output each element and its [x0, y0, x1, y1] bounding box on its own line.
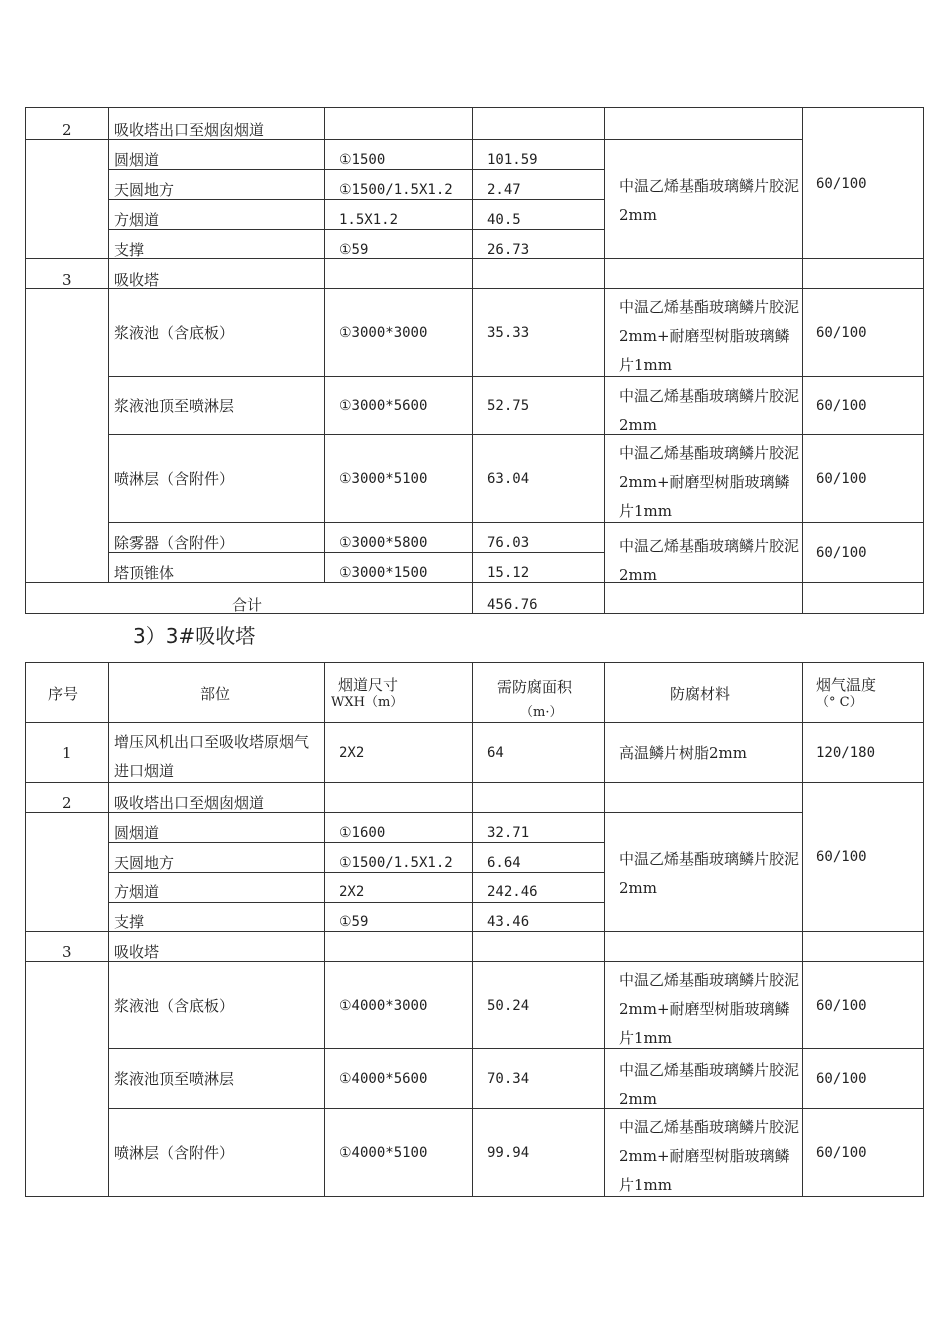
t1-total-value: 456.76: [487, 597, 538, 613]
t2-g3-r0-temp: 60/100: [816, 998, 867, 1014]
t1-g2-r3-size: ①59: [339, 242, 369, 258]
t1-g3-part: 吸收塔: [114, 271, 160, 289]
t2-header-temp-unit: （° C）: [816, 695, 863, 710]
section-heading: 3）3#吸收塔: [133, 624, 256, 648]
t1-g2-temp: 60/100: [816, 176, 867, 192]
t1-g2-r1-area: 2.47: [487, 182, 521, 198]
t1-g2-r0-size: ①1500: [339, 152, 386, 168]
t2-g2-r3-area: 43.46: [487, 914, 530, 930]
t1-g3-r0-area: 35.33: [487, 325, 530, 341]
t1-g2-r0-part: 圆烟道: [114, 151, 160, 169]
t2-r1-size: 2X2: [339, 745, 365, 761]
t1-g2-r2-area: 40.5: [487, 212, 521, 228]
t1-total-label: 合计: [232, 596, 263, 614]
t2-g2-part: 吸收塔出口至烟囱烟道: [114, 794, 265, 812]
t2-g2-r1-area: 6.64: [487, 855, 521, 871]
t2-g3-r1-material: 中温乙烯基酯玻璃鳞片胶泥2mm: [619, 1061, 800, 1108]
t1-g3-r1-temp: 60/100: [816, 398, 867, 414]
t1-g3-r2-area: 63.04: [487, 471, 530, 487]
t2-r1-part: 增压风机出口至吸收塔原烟气进口烟道: [114, 733, 310, 780]
t2-r1-material: 高温鳞片树脂2mm: [619, 744, 747, 762]
t2-header-area-unit: （m·）: [520, 705, 563, 720]
t1-g3-r4-size: ①3000*1500: [339, 565, 428, 581]
t1-g3-r1-area: 52.75: [487, 398, 530, 414]
t1-g3-r3-part: 除雾器（含附件）: [114, 534, 235, 552]
t2-g2-r2-size: 2X2: [339, 884, 365, 900]
t1-g2-r3-area: 26.73: [487, 242, 530, 258]
t1-g3-r4-part: 塔顶锥体: [114, 564, 175, 582]
t2-g3-no: 3: [62, 943, 72, 961]
t1-g3-r3-size: ①3000*5800: [339, 535, 428, 551]
t2-g3-r1-size: ①4000*5600: [339, 1071, 428, 1087]
t2-header-no: 序号: [48, 685, 79, 703]
t2-g3-r0-area: 50.24: [487, 998, 530, 1014]
t1-g3-r0-temp: 60/100: [816, 325, 867, 341]
t1-g2-r1-part: 天圆地方: [114, 181, 175, 199]
t1-g3-r2-temp: 60/100: [816, 471, 867, 487]
t2-g3-part: 吸收塔: [114, 943, 160, 961]
t1-g3-last-material: 中温乙烯基酯玻璃鳞片胶泥2mm: [619, 537, 800, 584]
t1-g2-no: 2: [62, 121, 72, 139]
t1-g3-r1-material: 中温乙烯基酯玻璃鳞片胶泥2mm: [619, 387, 800, 434]
t2-g2-r0-size: ①1600: [339, 825, 386, 841]
t2-g3-r2-area: 99.94: [487, 1145, 530, 1161]
t2-r1-area: 64: [487, 745, 504, 761]
t1-g3-r0-size: ①3000*3000: [339, 325, 428, 341]
t1-g2-r2-part: 方烟道: [114, 211, 160, 229]
t1-g3-r2-size: ①3000*5100: [339, 471, 428, 487]
t2-g3-r1-area: 70.34: [487, 1071, 530, 1087]
t2-header-size: 烟道尺寸: [338, 676, 399, 694]
t2-g2-no: 2: [62, 794, 72, 812]
t2-header-area: 需防腐面积: [497, 678, 573, 696]
t1-g2-r0-area: 101.59: [487, 152, 538, 168]
t2-g2-r1-part: 天圆地方: [114, 854, 175, 872]
t2-g3-r2-part: 喷淋层（含附件）: [114, 1144, 235, 1162]
t2-g3-r2-material: 中温乙烯基酯玻璃鳞片胶泥2mm+耐磨型树脂玻璃鳞片1mm: [619, 1118, 800, 1194]
t1-g3-r2-part: 喷淋层（含附件）: [114, 470, 235, 488]
t2-r1-temp: 120/180: [816, 745, 876, 761]
t2-g2-r0-area: 32.71: [487, 825, 530, 841]
t1-g3-r2-material: 中温乙烯基酯玻璃鳞片胶泥2mm+耐磨型树脂玻璃鳞片1mm: [619, 444, 800, 520]
t2-g3-r0-material: 中温乙烯基酯玻璃鳞片胶泥2mm+耐磨型树脂玻璃鳞片1mm: [619, 971, 800, 1047]
t1-g3-last-temp: 60/100: [816, 545, 867, 561]
t2-g3-r1-part: 浆液池顶至喷淋层: [114, 1070, 235, 1088]
t1-g2-material: 中温乙烯基酯玻璃鳞片胶泥2mm: [619, 177, 800, 224]
t2-header-material: 防腐材料: [670, 685, 731, 703]
t2-g2-r0-part: 圆烟道: [114, 824, 160, 842]
t2-g3-r0-size: ①4000*3000: [339, 998, 428, 1014]
t2-r1-no: 1: [62, 744, 72, 762]
t2-g2-r2-part: 方烟道: [114, 883, 160, 901]
t1-g3-no: 3: [62, 271, 72, 289]
t1-g3-r1-size: ①3000*5600: [339, 398, 428, 414]
t1-g3-r0-part: 浆液池（含底板）: [114, 324, 235, 342]
t2-g3-r2-size: ①4000*5100: [339, 1145, 428, 1161]
t2-g3-r0-part: 浆液池（含底板）: [114, 997, 235, 1015]
t1-g2-r2-size: 1.5X1.2: [339, 212, 399, 228]
t2-g2-r2-area: 242.46: [487, 884, 538, 900]
t1-g2-r3-part: 支撑: [114, 241, 145, 259]
t1-g3-r3-area: 76.03: [487, 535, 530, 551]
t2-g3-r1-temp: 60/100: [816, 1071, 867, 1087]
t2-g2-temp: 60/100: [816, 849, 867, 865]
t2-g2-r1-size: ①1500/1.5X1.2: [339, 855, 453, 871]
t1-g3-r1-part: 浆液池顶至喷淋层: [114, 397, 235, 415]
t2-g2-r3-size: ①59: [339, 914, 369, 930]
t2-header-size-unit: WXH（m）: [331, 695, 404, 710]
t1-g2-r1-size: ①1500/1.5X1.2: [339, 182, 453, 198]
t1-g3-r0-material: 中温乙烯基酯玻璃鳞片胶泥2mm+耐磨型树脂玻璃鳞片1mm: [619, 298, 800, 374]
t2-g2-material: 中温乙烯基酯玻璃鳞片胶泥2mm: [619, 850, 800, 897]
t2-g2-r3-part: 支撑: [114, 913, 145, 931]
t1-g2-part: 吸收塔出口至烟囱烟道: [114, 121, 265, 139]
t1-g3-r4-area: 15.12: [487, 565, 530, 581]
t2-header-temp: 烟气温度: [816, 676, 877, 694]
t2-g3-r2-temp: 60/100: [816, 1145, 867, 1161]
t2-header-part: 部位: [200, 685, 231, 703]
